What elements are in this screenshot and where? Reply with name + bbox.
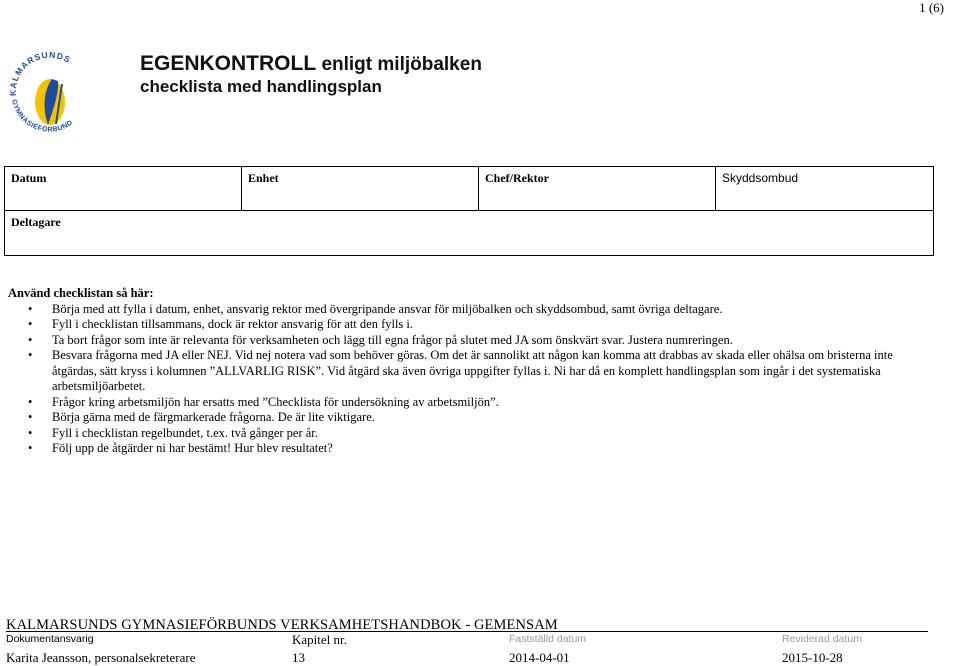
- instruction-item: • Fyll i checklistan regelbundet, t.ex. två gånger per år.: [52, 426, 938, 442]
- document-title: [140, 52, 482, 97]
- reviderad-label: Reviderad datum: [782, 633, 862, 645]
- instruction-item: • Börja gärna med de färgmarkerade frågorna. De är lite viktigare.: [52, 410, 938, 426]
- chef-label: Chef/Rektor: [485, 171, 549, 185]
- footer-title: KALMARSUNDS GYMNASIEFÖRBUNDS VERKSAMHETSHANDBOK - GEMENSAM: [6, 617, 558, 633]
- footer-divider: [6, 631, 928, 632]
- instruction-item: • Följ upp de åtgärder ni har bestämt! Hur blev resultatet?: [52, 441, 938, 457]
- title-line-2: checklista med handlingsplan: [140, 77, 382, 96]
- kapitel-label: Kapitel nr.: [292, 632, 347, 647]
- instruction-item: • Börja med att fylla i datum, enhet, ansvarig rektor med övergripande ansvar för miljöbalken och skyddsombud, samt övriga deltagare.: [52, 302, 938, 318]
- faststalld-value: 2014-04-01: [509, 650, 570, 665]
- kapitel-value: 13: [292, 650, 305, 665]
- logo-text-bottom: GYMNASIEFÖRBUND: [9, 98, 75, 134]
- deltagare-cell[interactable]: [5, 211, 934, 256]
- skyddsombud-label: Skyddsombud: [722, 171, 799, 185]
- faststalld-label: Fastställd datum: [509, 633, 587, 645]
- title-enligt: enligt miljöbalken: [316, 54, 482, 75]
- enhet-label: Enhet: [248, 171, 279, 185]
- title-line-1: [140, 52, 482, 76]
- instructions-heading: Använd checklistan så här:: [8, 286, 154, 300]
- instruction-item: • Fyll i checklistan tillsammans, dock är rektor ansvarig för att den fylls i.: [52, 317, 938, 333]
- page-number: 1 (6): [919, 0, 944, 15]
- chef-cell[interactable]: [479, 167, 716, 211]
- kalmarsunds-logo: [6, 48, 92, 140]
- logo-text-top: KALMARSUNDS: [7, 49, 73, 97]
- instruction-item: • Frågor kring arbetsmiljön har ersatts med ”Checklista för undersökning av arbetsmiljön”.: [52, 395, 938, 411]
- instruction-item: • Ta bort frågor som inte är relevanta för verksamheten och lägg till egna frågor på slutet med JA som önskvärt svar. Justera numreringen.: [52, 333, 938, 349]
- deltagare-label: Deltagare: [11, 215, 61, 229]
- datum-label: Datum: [11, 171, 47, 185]
- skyddsombud-cell[interactable]: [716, 167, 934, 211]
- title-egenkontroll: EGENKONTROLL: [140, 52, 317, 75]
- dokumentansvarig-label: Dokumentansvarig: [6, 633, 94, 645]
- header-form-table: [4, 166, 934, 256]
- dokumentansvarig-value: Karita Jeansson, personalsekreterare: [6, 650, 196, 665]
- instruction-item: • Besvara frågorna med JA eller NEJ. Vid nej notera vad som behöver göras. Om det är sannolikt att någon kan komma att drabbas av skada eller ohälsa om bristerna inte åtgärdas, sätt kryss i kolumnen ”ALLVARLIG RISK”. Vid åtgärd ska även övriga uppgifter fyllas i. Ni har då en komplett handlingsplan som ingår i det systematiska arbetsmiljöarbetet.: [52, 348, 938, 395]
- datum-cell[interactable]: [5, 167, 242, 211]
- reviderad-value: 2015-10-28: [782, 650, 843, 665]
- enhet-cell[interactable]: [242, 167, 479, 211]
- instructions-list: [8, 302, 938, 457]
- instructions: [8, 286, 938, 457]
